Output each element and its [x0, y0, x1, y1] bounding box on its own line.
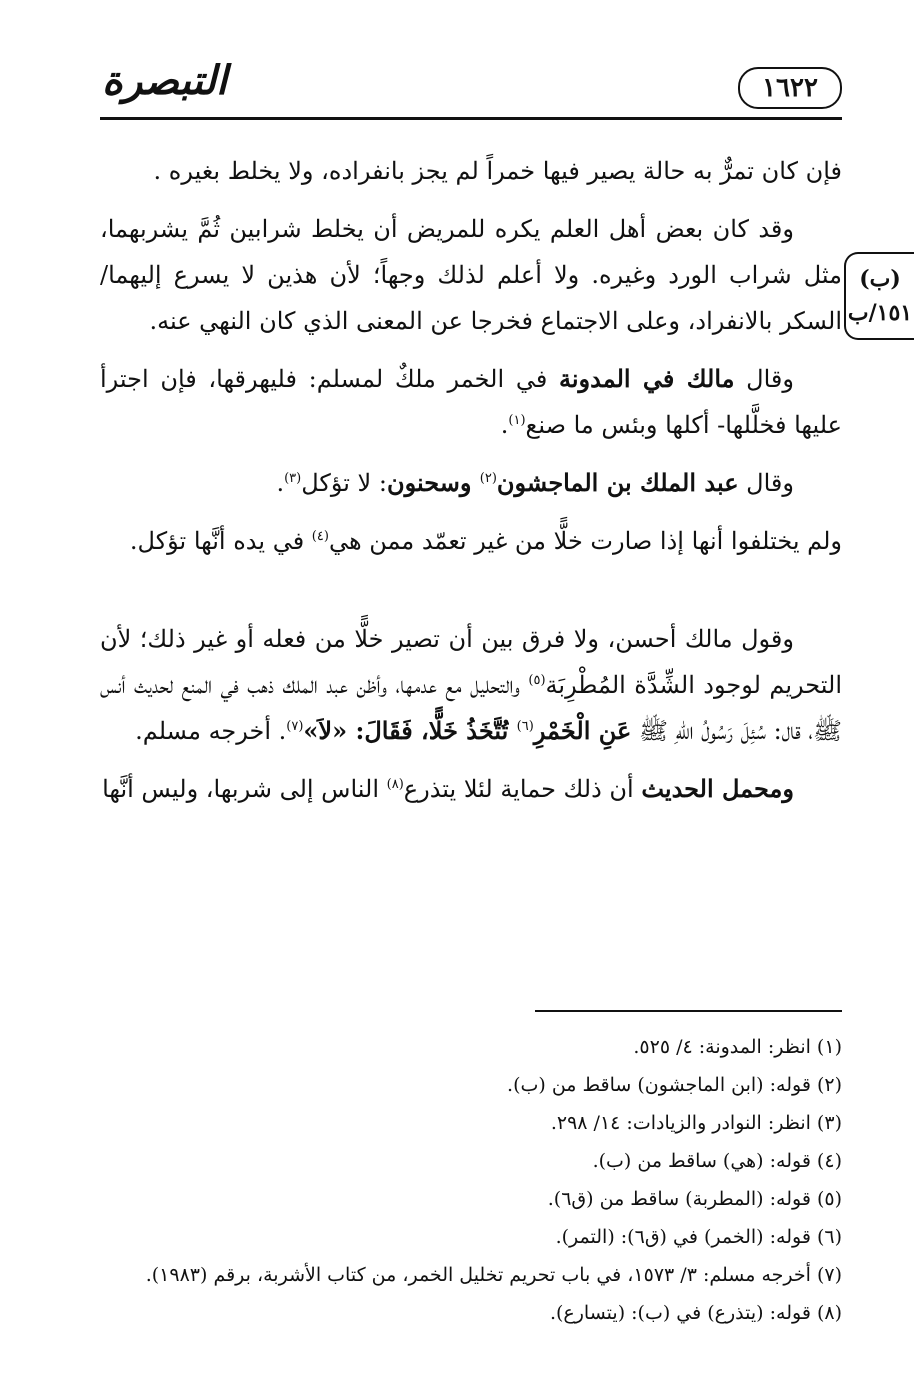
bold-phrase: عبد الملك بن الماجشون	[496, 468, 739, 497]
footnote-ref: (٨)	[386, 777, 404, 792]
folio-note-line2: ١٥١/ب	[847, 300, 913, 326]
footnote-4: (٤) قوله: (هي) ساقط من (ب).	[592, 1150, 842, 1172]
bold-phrase: تُتَّخَذُ خَلًّا، فَقَالَ: «لاَ»	[303, 716, 517, 745]
page-number: ١٦٢٢	[738, 67, 842, 109]
footnote-8: (٨) قوله: (يتذرع) في (ب): (يتسارع).	[549, 1302, 842, 1324]
footnote-ref: (٦)	[516, 719, 534, 734]
folio-note-line1: (ب)	[859, 266, 901, 292]
paragraph-2: وقد كان بعض أهل العلم يكره للمريض أن يخلط شرابين ثُمَّ يشربهما، مثل شراب الورد وغيره. ولا أعلم لذلك وجهاً؛ لأن هذين لا يسرع إليهما/ السكر بالانفراد، وعلى الاجتماع فخرجا عن المعنى الذي كان النهي عنه.	[100, 215, 842, 335]
footnote-ref: (٥)	[528, 673, 546, 688]
paragraph-3: وقال مالك في المدونة في الخمر ملكٌ لمسلم: فليهرقها، فإن اجترأ عليها فخلَّلها- أكلها وبئس ما صنع$^{(١)}$.	[100, 364, 842, 439]
footnote-6: (٦) قوله: (الخمر) في (ق٦): (التمر).	[555, 1226, 842, 1248]
paragraph-1: فإن كان تمرٌّ به حالة يصير فيها خمراً لم يجز بانفراده، ولا يخلط بغيره .	[153, 157, 842, 185]
footnote-ref: (٣)	[284, 471, 302, 486]
paragraph-5: ولم يختلفوا أنها إذا صارت خلًّا من غير تعمّد ممن هي$^{(٤)}$ في يده أنَّها تؤكل.	[129, 527, 842, 555]
footnote-ref: (٧)	[286, 719, 304, 734]
paragraph-6: وقول مالك أحسن، ولا فرق بين أن تصير خلًّا من فعله أو غير ذلك؛ لأن التحريم لوجود الشِّدَّة المُطْرِبَة$^{(٥)}$ والتحليل مع عدمها، وأظن عبد الملك ذهب في المنع لحديث أنس ﷺ، قال: سُئِلَ رَسُولُ اللهِ ﷺ عَنِ الْخَمْرِ$^{(٦)}$ تُتَّخَذُ خَلًّا، فَقَالَ: «لاَ»$^{(٧)}$. أخرجه مسلم.	[100, 625, 842, 745]
bold-phrase: مالك في المدونة	[558, 364, 735, 393]
footnote-5: (٥) قوله: (المطربة) ساقط من (ق٦).	[547, 1188, 842, 1210]
page-header	[100, 55, 842, 125]
footnote-1: (١) انظر: المدونة: ٤/ ٥٢٥.	[633, 1036, 842, 1058]
footnote-ref: (٤)	[311, 529, 329, 544]
main-text	[100, 148, 842, 824]
footnote-ref: (٢)	[479, 471, 497, 486]
book-title: التبصرة	[102, 57, 228, 104]
manuscript-folio-note	[844, 252, 914, 340]
footnote-separator	[535, 1010, 842, 1012]
paragraph-4: وقال عبد الملك بن الماجشون$^{(٢)}$ وسحنون: لا تؤكل$^{(٣)}$.	[276, 468, 794, 497]
footnote-7: (٧) أخرجه مسلم: ٣/ ١٥٧٣، في باب تحريم تخليل الخمر، من كتاب الأشربة، برقم (١٩٨٣).	[145, 1264, 842, 1286]
footnote-ref: (١)	[508, 413, 526, 428]
bold-phrase: ومحمل الحديث	[641, 774, 794, 803]
footnote-3: (٣) انظر: النوادر والزيادات: ١٤/ ٢٩٨.	[550, 1112, 842, 1134]
footnote-2: (٢) قوله: (ابن الماجشون) ساقط من (ب).	[507, 1074, 842, 1096]
paragraph-7: ومحمل الحديث أن ذلك حماية لئلا يتذرع$^{(٨)}$ الناس إلى شربها، وليس أنَّها	[102, 774, 794, 803]
footnotes	[100, 1028, 842, 1332]
header-rule	[100, 117, 842, 120]
bold-phrase: وسحنون	[386, 468, 480, 497]
bold-phrase: عَنِ الْخَمْرِ	[533, 716, 632, 745]
